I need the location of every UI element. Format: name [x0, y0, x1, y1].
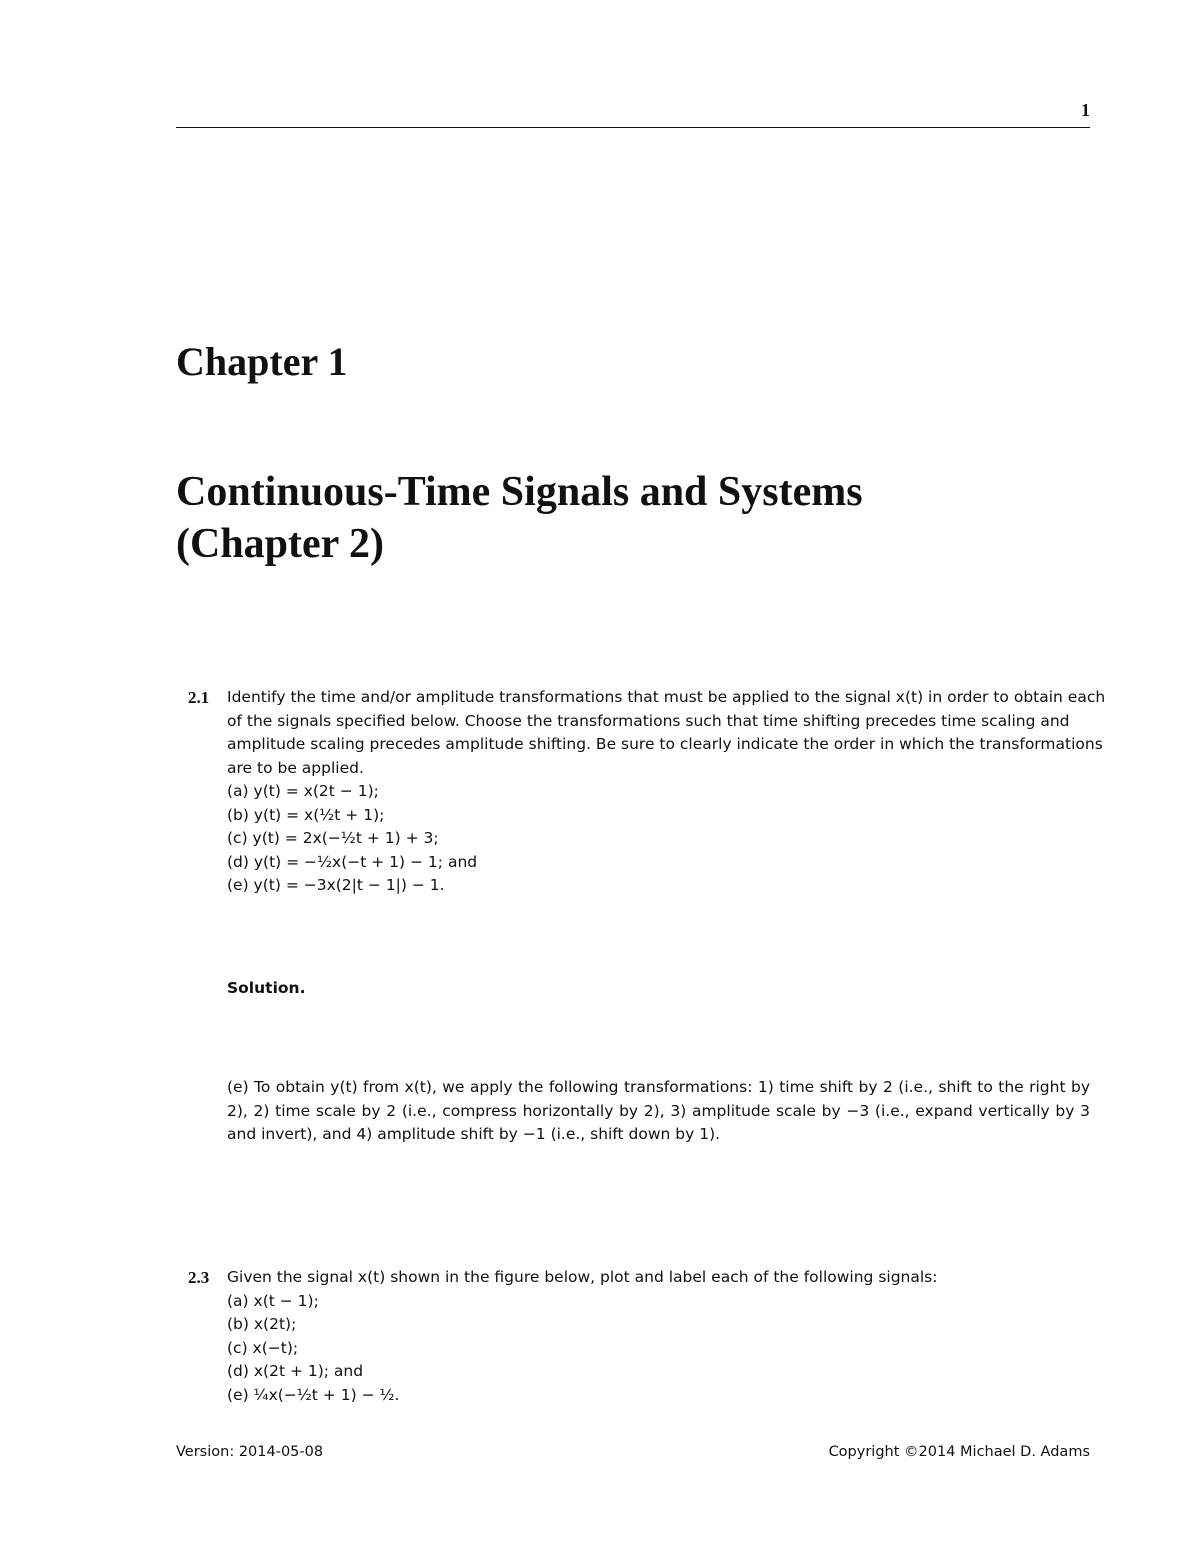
- list-item: (c) x(−t);: [227, 1338, 299, 1357]
- list-item: (e) ¼x(−½t + 1) − ½.: [227, 1385, 400, 1404]
- list-item: (b) x(2t);: [227, 1315, 297, 1333]
- page-number: 1: [1081, 100, 1090, 120]
- chapter-title-line-1: Continuous-Time Signals and Systems: [176, 469, 863, 515]
- chapter-title: [176, 466, 1090, 570]
- prompt-line: of the signals specified below. Choose the transformations such that time shifting precedes time scaling and: [227, 711, 1070, 730]
- list-item: (c) y(t) = 2x(−½t + 1) + 3;: [227, 829, 439, 847]
- solution-text: (e) To obtain y(t) from x(t), we apply the following transformations: 1) time shift by 2 (i.e., shift to the right by 2), 2) time scale by 2 (i.e., compress horizontally by 2), 3) amplitude scale by −3 (i.e., expand vertically by 3 and invert), and 4) amplitude shift by −1 (i.e., shift down by 1).: [227, 1078, 1090, 1143]
- problem-number: 2.1: [188, 688, 210, 707]
- problem-body: [227, 686, 1106, 898]
- prompt-line: are to be applied.: [227, 758, 364, 777]
- prompt-line: Given the signal x(t) shown in the figure below, plot and label each of the following signals:: [227, 1268, 938, 1286]
- chapter-title-line-2: (Chapter 2): [176, 521, 385, 567]
- list-item: (b) y(t) = x(½t + 1);: [227, 805, 385, 824]
- copyright-text: Copyright ©2014 Michael D. Adams: [828, 1444, 1090, 1460]
- list-item: (a) x(t − 1);: [227, 1291, 319, 1310]
- list-item: (d) y(t) = −½x(−t + 1) − 1; and: [227, 852, 478, 871]
- prompt-line: Identify the time and/or amplitude transformations that must be applied to the signal x(t) in order to obtain each: [227, 688, 1106, 706]
- list-item: (a) y(t) = x(2t − 1);: [227, 782, 379, 800]
- list-item: (e) y(t) = −3x(2|t − 1|) − 1.: [227, 876, 445, 894]
- chapter-label: Chapter 1: [176, 339, 348, 384]
- header-rule: [176, 127, 1090, 128]
- solution-label: Solution.: [227, 979, 306, 997]
- problem-number: 2.3: [188, 1268, 210, 1287]
- problem-2-1: [176, 686, 1106, 898]
- problem-2-3: [176, 1266, 1090, 1407]
- list-item: (d) x(2t + 1); and: [227, 1362, 364, 1380]
- version-text: Version: 2014-05-08: [176, 1444, 324, 1460]
- problem-body: [227, 1266, 1090, 1407]
- prompt-line: amplitude scaling precedes amplitude shifting. Be sure to clearly indicate the order in which the transformations: [227, 735, 1103, 753]
